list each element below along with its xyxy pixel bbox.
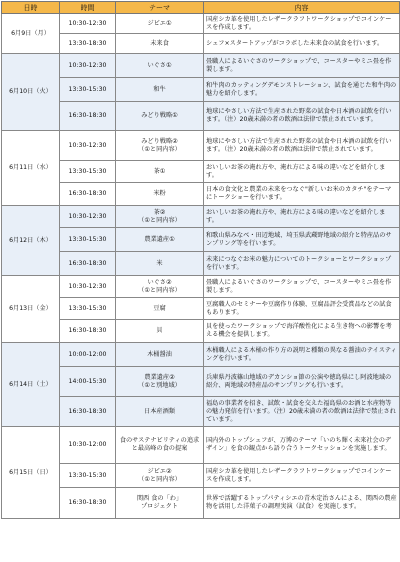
theme-cell: 日本産酒類 xyxy=(116,397,204,427)
content-cell: おいしいお茶の淹れ方や、淹れ方による味の違いなどを紹介します。 xyxy=(204,161,400,183)
time-cell: 16:30-18:30 xyxy=(60,102,116,131)
header-date: 日時 xyxy=(2,2,60,14)
time-cell: 13:30-15:30 xyxy=(60,161,116,183)
theme-cell: いぐさ① xyxy=(116,54,204,78)
content-cell: 木桶職人による木桶の作り方の説明と種類の異なる醤油のテイスティングを行います。 xyxy=(204,343,400,367)
theme-cell: 米 xyxy=(116,252,204,276)
time-cell: 16:30-18:30 xyxy=(60,183,116,206)
schedule-row xyxy=(2,252,400,276)
content-cell: おいしいお茶の淹れ方や、淹れ方による味の違いなどを紹介します。 xyxy=(204,206,400,228)
time-cell: 13:30-15:30 xyxy=(60,298,116,320)
schedule-row xyxy=(2,298,400,320)
time-cell: 10:30-12:30 xyxy=(60,276,116,298)
content-cell: 日本の食文化と農業の未来をつなぐ"新しいお米のカタチ"をテーマにトークショーを行います。 xyxy=(204,183,400,206)
content-cell: 貝を使ったワークショップで海洋酸性化による生き物への影響を考える機会を提供します。 xyxy=(204,320,400,343)
schedule-body xyxy=(2,14,400,519)
schedule-row xyxy=(2,131,400,161)
time-cell: 10:30-12:30 xyxy=(60,54,116,78)
schedule-row xyxy=(2,367,400,397)
theme-cell: 関西 食の「わ」 プロジェクト xyxy=(116,488,204,519)
schedule-row xyxy=(2,14,400,34)
theme-cell: 茶① xyxy=(116,161,204,183)
schedule-row xyxy=(2,427,400,464)
theme-cell: ジビエ① xyxy=(116,14,204,34)
schedule-row xyxy=(2,78,400,102)
time-cell: 10:30-12:30 xyxy=(60,206,116,228)
content-cell: 畳職人によるいぐさのワークショップで、コースターやミニ畳を作製します。 xyxy=(204,276,400,298)
schedule-row xyxy=(2,397,400,427)
schedule-row xyxy=(2,206,400,228)
date-cell: 6月12日（木） xyxy=(2,206,60,276)
header-theme: テーマ xyxy=(116,2,204,14)
content-cell: 国内外のトップシェフが、万博のテーマ「いのち輝く未来社会のデザイン」を食の観点から語り合うトークセッションを実施します。 xyxy=(204,427,400,464)
time-cell: 14:00-15:30 xyxy=(60,367,116,397)
schedule-row xyxy=(2,488,400,519)
time-cell: 16:30-18:30 xyxy=(60,252,116,276)
theme-cell: 木桶醤油 xyxy=(116,343,204,367)
schedule-row xyxy=(2,161,400,183)
header-content: 内容 xyxy=(204,2,400,14)
schedule-row xyxy=(2,343,400,367)
theme-cell: 農業遺産① xyxy=(116,228,204,252)
time-cell: 10:30-12:30 xyxy=(60,131,116,161)
time-cell: 13:30-15:30 xyxy=(60,228,116,252)
content-cell: 福島の事業者を招き、試飲・試食を交えた福島県のお酒と水産物等の魅力発信を行います。（注）20歳未満の者の飲酒は法律で禁止されています。 xyxy=(204,397,400,427)
time-cell: 10:00-12:00 xyxy=(60,343,116,367)
time-cell: 13:30-15:30 xyxy=(60,464,116,488)
theme-cell: 米粉 xyxy=(116,183,204,206)
theme-cell: 豆腐 xyxy=(116,298,204,320)
schedule-row xyxy=(2,276,400,298)
time-cell: 16:30-18:30 xyxy=(60,397,116,427)
date-cell: 6月15日（日） xyxy=(2,427,60,519)
content-cell: 兵庫県丹波篠山地域のデカンショ節の公演や徳島県にし阿波地域の紹介、両地域の特産品のサンプリングも行います。 xyxy=(204,367,400,397)
theme-cell: 和牛 xyxy=(116,78,204,102)
theme-cell: みどり戦略① xyxy=(116,102,204,131)
schedule-row xyxy=(2,102,400,131)
schedule-row xyxy=(2,464,400,488)
schedule-row xyxy=(2,34,400,54)
theme-cell: 食のサステナビリティの追求と最高峰の食の提案 xyxy=(116,427,204,464)
schedule-row xyxy=(2,320,400,343)
date-cell: 6月10日（火） xyxy=(2,54,60,131)
theme-cell: みどり戦略② （①と同内容） xyxy=(116,131,204,161)
date-cell: 6月14日（土） xyxy=(2,343,60,427)
content-cell: 国産シカ革を使用したレザークラフトワークショップでコインケースを作成します。 xyxy=(204,14,400,34)
content-cell: 和牛肉のカッティングデモンストレーション、試食を通じた和牛肉の魅力を紹介します。 xyxy=(204,78,400,102)
content-cell: 和歌山県みなべ・田辺地域、埼玉県武蔵野地域の紹介と特産品のサンプリング等を行います。 xyxy=(204,228,400,252)
content-cell: 世界で活躍するトップパティシエの青木定治さんによる、関西の農産物を活用した洋菓子の調理実演（試食）を実施します。 xyxy=(204,488,400,519)
schedule-row xyxy=(2,228,400,252)
content-cell: 国産シカ革を使用したレザークラフトワークショップでコインケースを作成します。 xyxy=(204,464,400,488)
theme-cell: ジビエ② （①と同内容） xyxy=(116,464,204,488)
theme-cell: 貝 xyxy=(116,320,204,343)
schedule-row xyxy=(2,54,400,78)
time-cell: 13:30-15:30 xyxy=(60,78,116,102)
theme-cell: 農業遺産② （①と別地域） xyxy=(116,367,204,397)
date-cell: 6月13日（金） xyxy=(2,276,60,343)
content-cell: 地球にやさしい方法で生産された野菜の試食や日本酒の試飲を行います。（注）20歳未満の者の飲酒は法律で禁止されています。 xyxy=(204,131,400,161)
time-cell: 10:30-12:00 xyxy=(60,427,116,464)
time-cell: 16:30-18:30 xyxy=(60,320,116,343)
date-cell: 6月11日（水） xyxy=(2,131,60,206)
content-cell: 地球にやさしい方法で生産された野菜の試食や日本酒の試飲を行います。（注）20歳未満の者の飲酒は法律で禁止されています。 xyxy=(204,102,400,131)
header-time: 時間 xyxy=(60,2,116,14)
content-cell: 畳職人によるいぐさのワークショップで、コースターやミニ畳を作製します。 xyxy=(204,54,400,78)
content-cell: 豆腐職人のセミナーや豆腐作り体験、豆腐品評会受賞品などの試食もあります。 xyxy=(204,298,400,320)
time-cell: 16:30-18:30 xyxy=(60,488,116,519)
theme-cell: 茶② （①と同内容） xyxy=(116,206,204,228)
time-cell: 10:30-12:30 xyxy=(60,14,116,34)
date-cell: 6月9日（月） xyxy=(2,14,60,54)
schedule-table xyxy=(1,1,400,519)
time-cell: 13:30-18:30 xyxy=(60,34,116,54)
content-cell: 未来につなぐお米の魅力についてのトークショーとワークショップを行います。 xyxy=(204,252,400,276)
header-row xyxy=(2,2,400,14)
content-cell: シェフ×スタートアップがコラボした未来食の試食を行います。 xyxy=(204,34,400,54)
theme-cell: いぐさ② （①と同内容） xyxy=(116,276,204,298)
schedule-row xyxy=(2,183,400,206)
theme-cell: 未来食 xyxy=(116,34,204,54)
